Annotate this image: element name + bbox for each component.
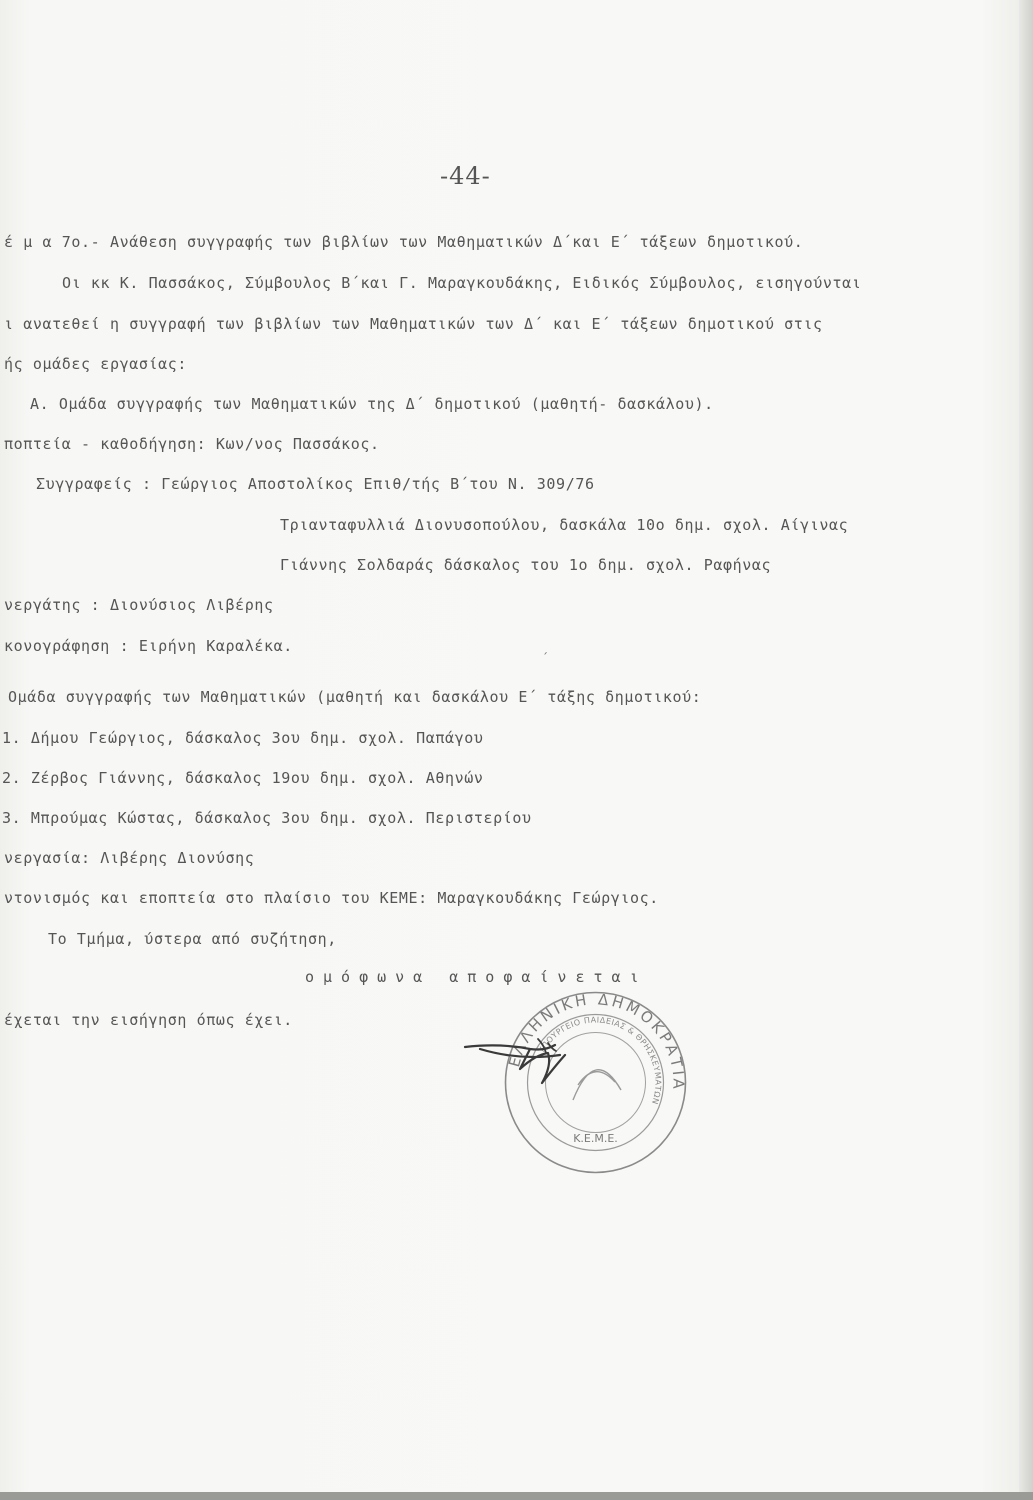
stray-mark: ˏ xyxy=(542,640,550,654)
stamp-outer-text: ΕΛΛΗΝΙΚΗ ΔΗΜΟΚΡΑΤΙΑ xyxy=(505,990,688,1093)
text-line: ποπτεία - καθοδήγηση: Κων/νος Πασσάκος. xyxy=(4,435,380,453)
list-item: 1. Δήμου Γεώργιος, δάσκαλος 3ου δημ. σχολ. Παπάγου xyxy=(2,729,484,747)
page-number: -44- xyxy=(440,162,491,190)
group-b-heading: Ομάδα συγγραφής των Μαθηματικών (μαθητή και δασκάλου Ε΄ τάξης δημοτικού: xyxy=(8,688,702,706)
text-line: ι ανατεθεί η συγγραφή των βιβλίων των Μαθηματικών των Δ΄ και Ε΄ τάξεων δημοτικού στις xyxy=(4,315,823,333)
list-item: 3. Μπρούμας Κώστας, δάσκαλος 3ου δημ. σχολ. Περιστερίου xyxy=(2,809,532,827)
text-line: νεργάτης : Διονύσιος Λιβέρης xyxy=(4,596,274,614)
page-edge xyxy=(1019,0,1033,1500)
text-line: Το Τμήμα, ύστερα από συζήτηση, xyxy=(48,930,337,948)
text-line: Συγγραφείς : Γεώργιος Αποστολίκος Επιθ/τής Β΄του Ν. 309/76 xyxy=(36,475,595,493)
text-line: Τριανταφυλλιά Διονυσοπούλου, δασκάλα 10ο δημ. σχολ. Αίγινας xyxy=(280,516,849,534)
text-line: Γιάννης Σολδαράς δάσκαλος του 1ο δημ. σχολ. Ραφήνας xyxy=(280,556,772,574)
list-item: 2. Ζέρβος Γιάννης, δάσκαλος 19ου δημ. σχολ. Αθηνών xyxy=(2,769,484,787)
scan-bottom-edge xyxy=(0,1492,1033,1500)
text-line: ντονισμός και εποπτεία στο πλαίσιο του ΚΕΜΕ: Μαραγκουδάκης Γεώργιος. xyxy=(4,889,659,907)
text-line: κονογράφηση : Ειρήνη Καραλέκα. xyxy=(4,637,293,655)
decision-line: ομόφωνα αποφαίνεται xyxy=(305,968,648,986)
group-a-heading: Α. Ομάδα συγγραφής των Μαθηματικών της Δ΄ δημοτικού (μαθητή- δασκάλου). xyxy=(30,395,714,413)
stamp-bottom-text: Κ.Ε.Μ.Ε. xyxy=(573,1132,618,1145)
text-line: Οι κκ Κ. Πασσάκος, Σύμβουλος Β΄και Γ. Μαραγκουδάκης, Ειδικός Σύμβουλος, εισηγούνται xyxy=(62,274,862,292)
text-line: νεργασία: Λιβέρης Διονύσης xyxy=(4,849,255,867)
text-line: ής ομάδες εργασίας: xyxy=(4,355,187,373)
text-line: έχεται την εισήγηση όπως έχει. xyxy=(4,1011,293,1029)
stamp-inner-text: ΥΠΟΥΡΓΕΙΟ ΠΑΙΔΕΙΑΣ & ΘΡΗΣΚΕΥΜΑΤΩΝ xyxy=(536,1015,663,1106)
item-heading: έ μ α 7ο.- Ανάθεση συγγραφής των βιβλίων των Μαθηματικών Δ΄και Ε΄ τάξεων δημοτικού. xyxy=(4,233,804,251)
signature xyxy=(460,1025,600,1095)
